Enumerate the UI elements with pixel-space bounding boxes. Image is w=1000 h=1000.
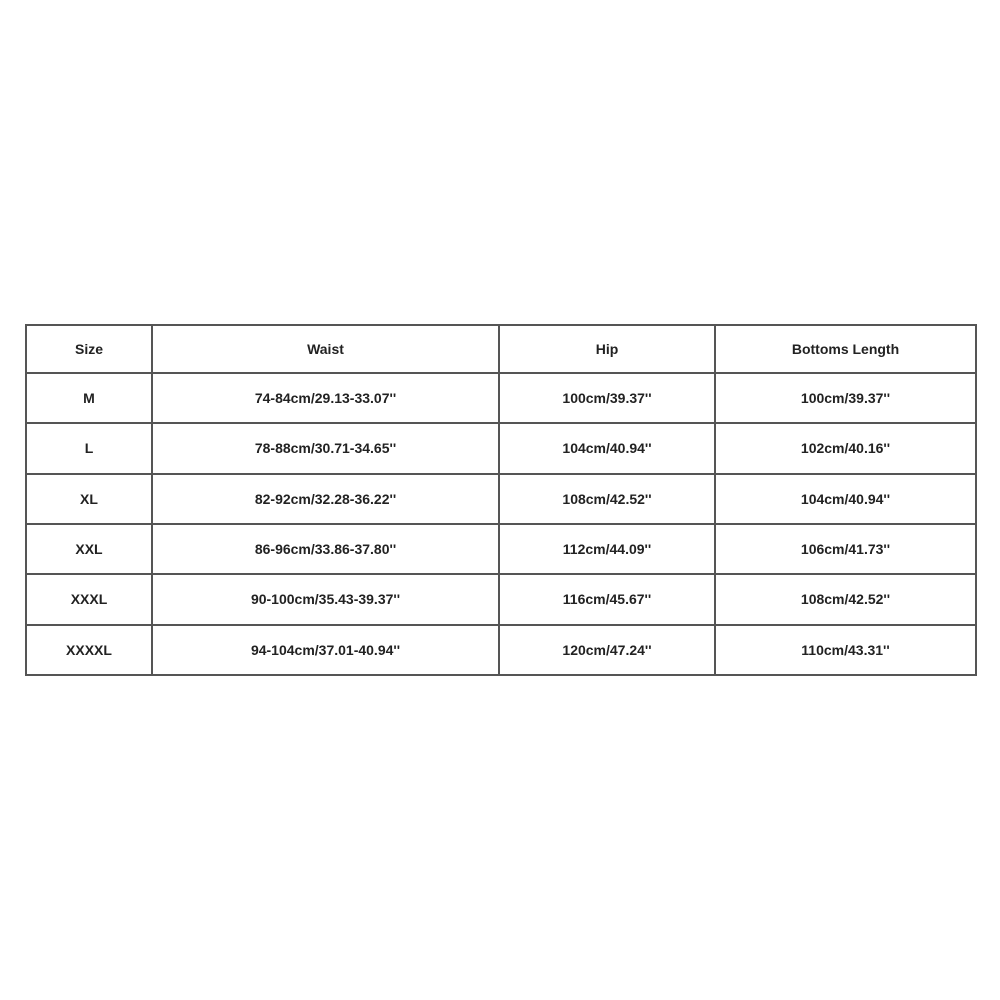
cell-hip: 112cm/44.09'': [499, 524, 715, 574]
cell-size: L: [26, 423, 152, 473]
cell-size: XXXXL: [26, 625, 152, 675]
cell-hip: 116cm/45.67'': [499, 574, 715, 624]
table-row: [26, 524, 976, 574]
table-row: [26, 373, 976, 423]
cell-size: XXXL: [26, 574, 152, 624]
cell-bottoms-length: 102cm/40.16'': [715, 423, 976, 473]
cell-bottoms-length: 104cm/40.94'': [715, 474, 976, 524]
table-header-row: [26, 325, 976, 373]
header-size: Size: [26, 325, 152, 373]
cell-hip: 108cm/42.52'': [499, 474, 715, 524]
cell-bottoms-length: 108cm/42.52'': [715, 574, 976, 624]
cell-waist: 82-92cm/32.28-36.22'': [152, 474, 499, 524]
header-bottoms-length: Bottoms Length: [715, 325, 976, 373]
header-waist: Waist: [152, 325, 499, 373]
cell-waist: 86-96cm/33.86-37.80'': [152, 524, 499, 574]
cell-size: XXL: [26, 524, 152, 574]
cell-bottoms-length: 100cm/39.37'': [715, 373, 976, 423]
table-row: [26, 474, 976, 524]
cell-size: M: [26, 373, 152, 423]
cell-size: XL: [26, 474, 152, 524]
header-hip: Hip: [499, 325, 715, 373]
cell-waist: 74-84cm/29.13-33.07'': [152, 373, 499, 423]
cell-waist: 90-100cm/35.43-39.37'': [152, 574, 499, 624]
cell-hip: 120cm/47.24'': [499, 625, 715, 675]
cell-waist: 94-104cm/37.01-40.94'': [152, 625, 499, 675]
cell-hip: 100cm/39.37'': [499, 373, 715, 423]
cell-hip: 104cm/40.94'': [499, 423, 715, 473]
size-chart-table: [25, 324, 977, 676]
cell-bottoms-length: 110cm/43.31'': [715, 625, 976, 675]
cell-waist: 78-88cm/30.71-34.65'': [152, 423, 499, 473]
table-row: [26, 625, 976, 675]
table-row: [26, 423, 976, 473]
table-row: [26, 574, 976, 624]
cell-bottoms-length: 106cm/41.73'': [715, 524, 976, 574]
